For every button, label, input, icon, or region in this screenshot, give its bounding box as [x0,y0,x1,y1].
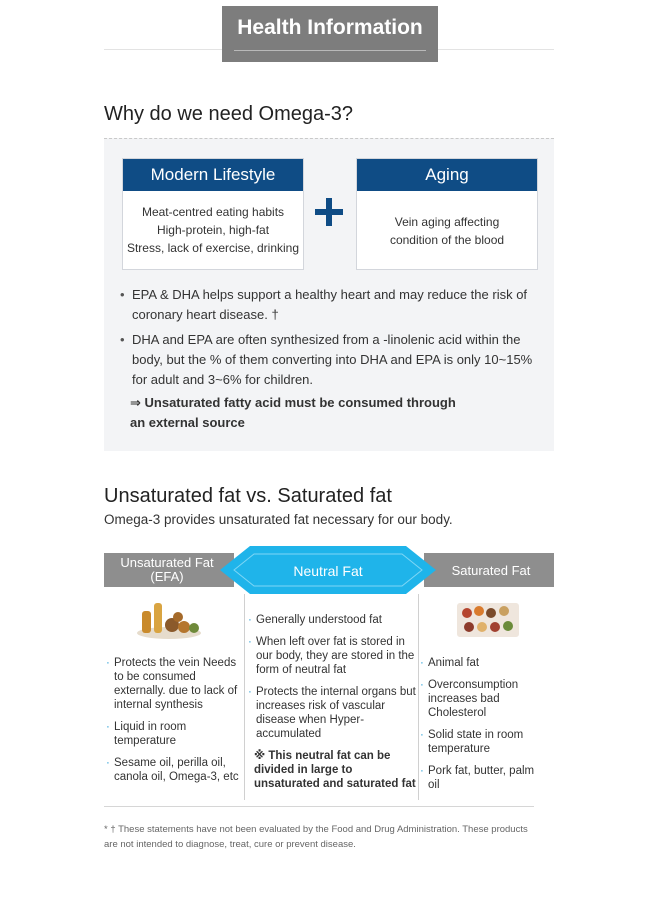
card-aging-body [357,191,537,249]
card-line: Meat-centred eating habits [141,205,285,219]
fat-section-title: Unsaturated fat vs. Saturated fat [104,485,392,507]
saturated-list [420,656,538,800]
list-item-text: Solid state in room temperature [428,729,524,755]
list-item-text: Overconsumption increases bad Cholesterol [428,679,519,719]
bullet-item: • DHA and EPA are often synthesized from a -linolenic acid within the body, but the % of them converting into DHA and EPA is only 10~15% for adult and 3~6% for children. [120,332,533,387]
list-item: · When left over fat is stored in our body, they are stored in the form of neutral fat [248,636,415,676]
label-unsaturated: Unsaturated Fat (EFA) [120,555,214,584]
card-line: High-protein, high-fat [156,223,270,237]
list-item: · Liquid in room temperature [106,721,187,747]
footnote: * † These statements have not been evaluated by the Food and Drug Administration. These products are not intended to diagnose, treat, cure or prevent disease. [104,824,528,850]
list-item-text: Sesame oil, perilla oil, canola oil, Omega-3, etc [114,757,239,783]
list-item-text: Animal fat [428,657,480,669]
list-item-text: Generally understood fat [256,614,382,626]
list-item: · Solid state in room temperature [420,729,524,755]
card-modern-lifestyle [122,158,304,270]
label-saturated: Saturated Fat [451,563,531,578]
column-divider [418,594,419,800]
card-modern-lifestyle-body [123,191,303,257]
header-title: Health Information [237,16,423,39]
list-item: · Overconsumption increases bad Cholesterol [420,679,519,719]
bullet-text: EPA & DHA helps support a healthy heart and may reduce the risk of coronary heart disease. † [132,287,528,322]
plus-icon [313,194,345,230]
list-item-text: Liquid in room temperature [114,721,187,747]
oil-seeds-image [134,597,204,641]
header-underline [234,50,426,51]
bullet-text: DHA and EPA are often synthesized from a -linolenic acid within the body, but the % of them converting into DHA and EPA is only 10~15% for adult and 3~6% for children. [132,332,533,387]
footnote-divider [104,806,534,807]
label-neutral: Neutral Fat [293,563,363,579]
list-item-text: Pork fat, butter, palm oil [428,765,535,791]
list-item-text: When left over fat is stored in our body, they are stored in the form of neutral fat [256,636,415,676]
neutral-list [248,613,416,791]
card-line: Stress, lack of exercise, drinking [126,241,300,255]
list-item: · Protects the internal organs but increases risk of vascular disease when Hyper-accumulated [248,686,416,740]
conclusion-text: ⇒ Unsaturated fatty acid must be consumed through an external source [130,395,456,430]
unsaturated-list [106,656,240,792]
fat-section-subtitle: Omega-3 provides unsaturated fat necessary for our body. [104,512,453,527]
neutral-note: ※ This neutral fat can be divided in large to unsaturated and saturated fat [254,750,416,790]
list-item: · Protects the vein Needs to be consumed externally. due to lack of internal synthesis [106,657,238,711]
list-item-text: Protects the internal organs but increases risk of vascular disease when Hyper-accumulated [256,686,416,740]
card-line: condition of the blood [389,233,505,247]
animal-fat-foods-image [455,597,521,641]
card-modern-lifestyle-title: Modern Lifestyle [123,159,303,191]
list-item-text: Protects the vein Needs to be consumed externally. due to lack of internal synthesis [114,657,238,711]
omega-section-title: Why do we need Omega-3? [104,103,354,125]
card-line: Vein aging affecting [394,215,500,229]
list-item: · Generally understood fat [248,614,382,626]
card-aging-title: Aging [357,159,537,191]
list-item: · Pork fat, butter, palm oil [420,765,535,791]
bullet-item: • EPA & DHA helps support a healthy heart and may reduce the risk of coronary heart disease. † [120,287,528,322]
card-aging [356,158,538,270]
list-item: · Animal fat [420,657,480,669]
list-item: · Sesame oil, perilla oil, canola oil, Omega-3, etc [106,757,239,783]
column-divider [244,594,245,800]
